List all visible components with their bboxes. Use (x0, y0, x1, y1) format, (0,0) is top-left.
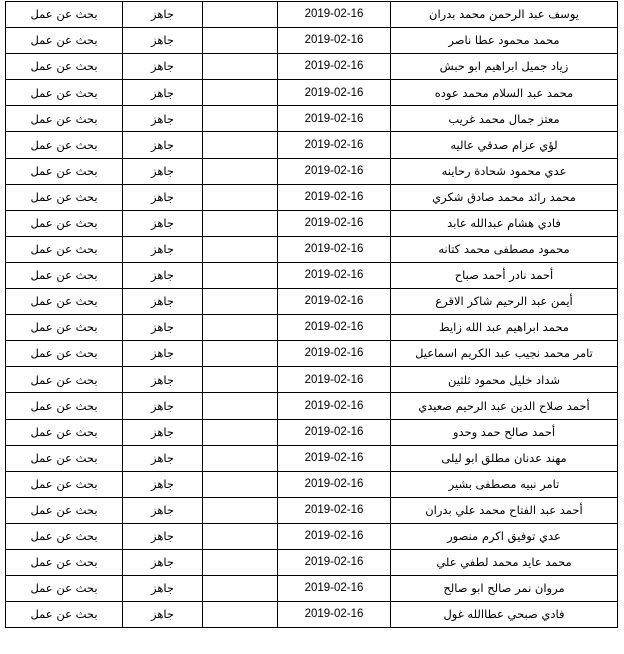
table-row (6, 28, 618, 54)
cell-date: 2019-02-16 (278, 393, 391, 419)
cell-applicant-name: محمد محمود عطا ناصر (391, 28, 618, 54)
cell-date: 2019-02-16 (278, 158, 391, 184)
cell-status: جاهز (123, 602, 203, 628)
table-row (6, 184, 618, 210)
cell-blank (203, 236, 278, 262)
cell-applicant-name: أحمد عبد الفتاح محمد علي بدران (391, 497, 618, 523)
cell-note: بحث عن عمل (6, 602, 123, 628)
cell-date: 2019-02-16 (278, 80, 391, 106)
cell-note: بحث عن عمل (6, 315, 123, 341)
cell-status: جاهز (123, 523, 203, 549)
cell-date: 2019-02-16 (278, 106, 391, 132)
cell-applicant-name: عدي محمود شحادة رحاينه (391, 158, 618, 184)
cell-status: جاهز (123, 576, 203, 602)
table-row (6, 341, 618, 367)
cell-status: جاهز (123, 210, 203, 236)
table-row (6, 393, 618, 419)
cell-applicant-name: شداد خليل محمود ثلثين (391, 367, 618, 393)
cell-status: جاهز (123, 419, 203, 445)
table-row (6, 106, 618, 132)
cell-applicant-name: محمد ابراهيم عبد الله زايط (391, 315, 618, 341)
table-row (6, 80, 618, 106)
cell-applicant-name: أحمد صالح حمد وحدو (391, 419, 618, 445)
table-body (6, 2, 618, 628)
document-sheet (0, 1, 624, 654)
cell-note: بحث عن عمل (6, 236, 123, 262)
cell-status: جاهز (123, 367, 203, 393)
cell-blank (203, 497, 278, 523)
table-row (6, 419, 618, 445)
cell-applicant-name: فادي هشام عبدالله عابد (391, 210, 618, 236)
cell-blank (203, 315, 278, 341)
cell-applicant-name: تامر محمد نجيب عبد الكريم اسماعيل (391, 341, 618, 367)
cell-note: بحث عن عمل (6, 184, 123, 210)
cell-note: بحث عن عمل (6, 523, 123, 549)
cell-applicant-name: يوسف عبد الرحمن محمد بدران (391, 2, 618, 28)
cell-blank (203, 523, 278, 549)
cell-blank (203, 80, 278, 106)
cell-status: جاهز (123, 2, 203, 28)
cell-date: 2019-02-16 (278, 2, 391, 28)
cell-date: 2019-02-16 (278, 367, 391, 393)
cell-blank (203, 262, 278, 288)
cell-applicant-name: أيمن عبد الرحيم شاكر الاقرع (391, 289, 618, 315)
cell-date: 2019-02-16 (278, 236, 391, 262)
table-row (6, 602, 618, 628)
cell-note: بحث عن عمل (6, 367, 123, 393)
cell-applicant-name: محمد رائد محمد صادق شكري (391, 184, 618, 210)
cell-date: 2019-02-16 (278, 28, 391, 54)
cell-note: بحث عن عمل (6, 497, 123, 523)
cell-note: بحث عن عمل (6, 549, 123, 575)
table-row (6, 132, 618, 158)
cell-blank (203, 549, 278, 575)
cell-date: 2019-02-16 (278, 210, 391, 236)
cell-note: بحث عن عمل (6, 289, 123, 315)
cell-blank (203, 158, 278, 184)
cell-date: 2019-02-16 (278, 471, 391, 497)
cell-note: بحث عن عمل (6, 419, 123, 445)
cell-status: جاهز (123, 341, 203, 367)
cell-blank (203, 471, 278, 497)
cell-note: بحث عن عمل (6, 471, 123, 497)
cell-blank (203, 576, 278, 602)
cell-note: بحث عن عمل (6, 2, 123, 28)
cell-blank (203, 2, 278, 28)
table-row (6, 262, 618, 288)
table-row (6, 523, 618, 549)
cell-status: جاهز (123, 262, 203, 288)
cell-applicant-name: معتز جمال محمد غريب (391, 106, 618, 132)
cell-status: جاهز (123, 106, 203, 132)
table-row (6, 576, 618, 602)
cell-applicant-name: محمد عبد السلام محمد عوده (391, 80, 618, 106)
cell-status: جاهز (123, 28, 203, 54)
cell-date: 2019-02-16 (278, 262, 391, 288)
cell-blank (203, 289, 278, 315)
cell-applicant-name: مهند عدنان مطلق ابو ليلى (391, 445, 618, 471)
table-row (6, 471, 618, 497)
cell-blank (203, 184, 278, 210)
cell-blank (203, 54, 278, 80)
cell-status: جاهز (123, 289, 203, 315)
cell-status: جاهز (123, 236, 203, 262)
cell-applicant-name: زياد جميل ابراهيم ابو حبش (391, 54, 618, 80)
cell-applicant-name: عدي توفيق اكرم منصور (391, 523, 618, 549)
table-row (6, 236, 618, 262)
cell-blank (203, 210, 278, 236)
cell-date: 2019-02-16 (278, 549, 391, 575)
cell-date: 2019-02-16 (278, 54, 391, 80)
cell-date: 2019-02-16 (278, 497, 391, 523)
cell-status: جاهز (123, 549, 203, 575)
cell-status: جاهز (123, 471, 203, 497)
cell-status: جاهز (123, 497, 203, 523)
cell-note: بحث عن عمل (6, 54, 123, 80)
cell-note: بحث عن عمل (6, 28, 123, 54)
cell-note: بحث عن عمل (6, 445, 123, 471)
cell-blank (203, 132, 278, 158)
cell-date: 2019-02-16 (278, 184, 391, 210)
cell-status: جاهز (123, 184, 203, 210)
cell-applicant-name: أحمد صلاح الدين عبد الرحيم صعيدي (391, 393, 618, 419)
cell-date: 2019-02-16 (278, 315, 391, 341)
cell-date: 2019-02-16 (278, 602, 391, 628)
cell-date: 2019-02-16 (278, 523, 391, 549)
applicants-table (5, 1, 618, 628)
cell-note: بحث عن عمل (6, 576, 123, 602)
cell-note: بحث عن عمل (6, 80, 123, 106)
table-row (6, 158, 618, 184)
cell-status: جاهز (123, 393, 203, 419)
cell-status: جاهز (123, 445, 203, 471)
cell-note: بحث عن عمل (6, 210, 123, 236)
cell-applicant-name: محمود مصطفى محمد كتانه (391, 236, 618, 262)
cell-blank (203, 28, 278, 54)
cell-status: جاهز (123, 80, 203, 106)
table-row (6, 2, 618, 28)
cell-date: 2019-02-16 (278, 289, 391, 315)
cell-status: جاهز (123, 158, 203, 184)
cell-applicant-name: لؤي عزام صدقي عاليه (391, 132, 618, 158)
cell-applicant-name: مروان نمر صالح ابو صالح (391, 576, 618, 602)
cell-date: 2019-02-16 (278, 132, 391, 158)
cell-blank (203, 445, 278, 471)
cell-blank (203, 367, 278, 393)
table-row (6, 54, 618, 80)
cell-applicant-name: تامر نبيه مصطفى بشير (391, 471, 618, 497)
table-row (6, 497, 618, 523)
cell-note: بحث عن عمل (6, 106, 123, 132)
table-row (6, 549, 618, 575)
cell-applicant-name: أحمد نادر أحمد صباح (391, 262, 618, 288)
table-row (6, 367, 618, 393)
cell-date: 2019-02-16 (278, 445, 391, 471)
cell-date: 2019-02-16 (278, 341, 391, 367)
cell-applicant-name: محمد عايد محمد لطفي علي (391, 549, 618, 575)
table-row (6, 289, 618, 315)
cell-blank (203, 419, 278, 445)
table-row (6, 445, 618, 471)
cell-status: جاهز (123, 132, 203, 158)
cell-status: جاهز (123, 315, 203, 341)
cell-note: بحث عن عمل (6, 158, 123, 184)
cell-status: جاهز (123, 54, 203, 80)
cell-date: 2019-02-16 (278, 576, 391, 602)
cell-note: بحث عن عمل (6, 132, 123, 158)
cell-applicant-name: فادي صبحي عطاالله غول (391, 602, 618, 628)
cell-date: 2019-02-16 (278, 419, 391, 445)
cell-blank (203, 106, 278, 132)
cell-note: بحث عن عمل (6, 262, 123, 288)
table-row (6, 210, 618, 236)
table-row (6, 315, 618, 341)
cell-blank (203, 393, 278, 419)
cell-blank (203, 341, 278, 367)
cell-blank (203, 602, 278, 628)
cell-note: بحث عن عمل (6, 393, 123, 419)
cell-note: بحث عن عمل (6, 341, 123, 367)
